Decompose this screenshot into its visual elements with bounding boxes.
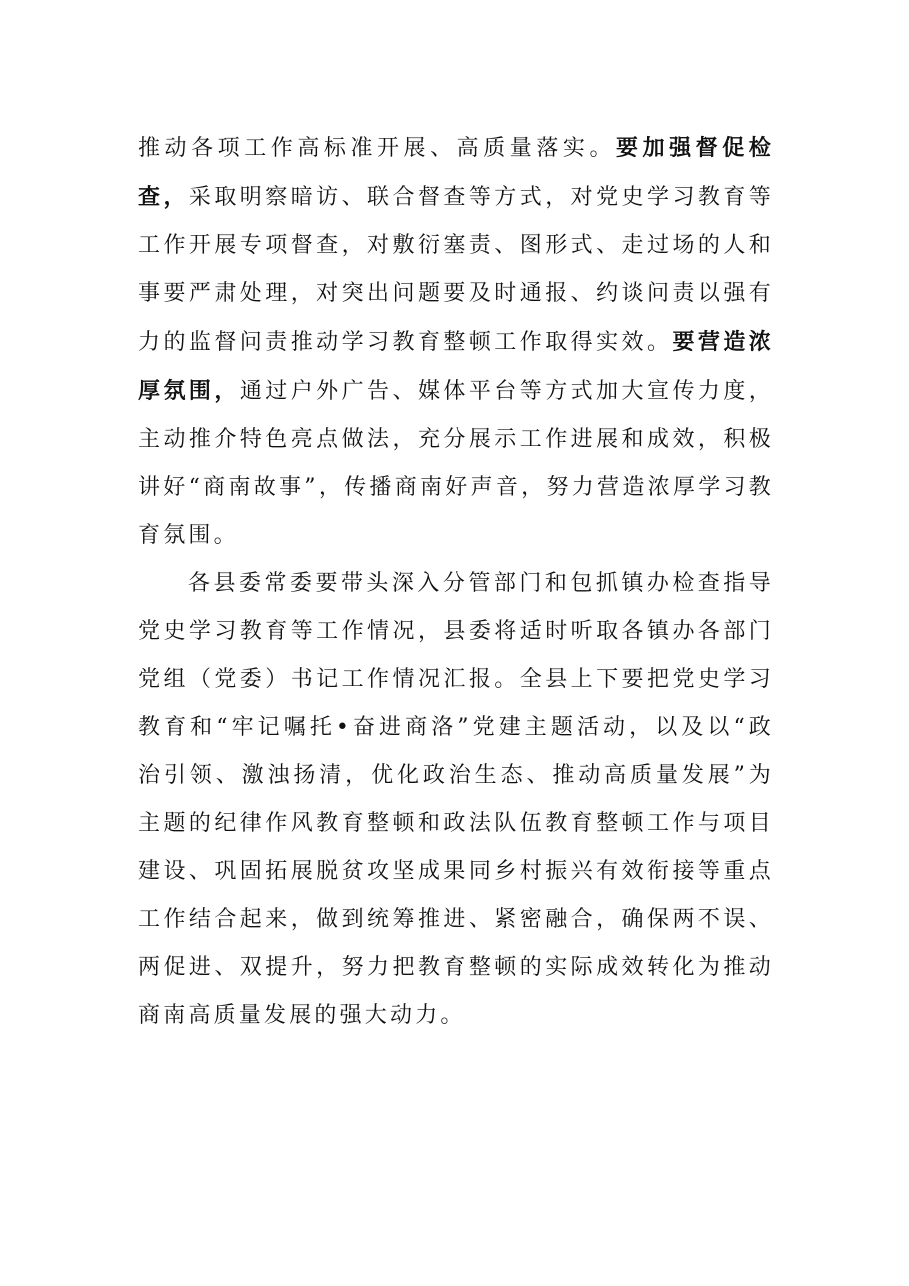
paragraph-text: 采取明察暗访、联合督查等方式，对党史学习教育等工作开展专项督查，对敷衍塞责、图形式、走过场的人和事要严肃处理，对突出问题要及时通报、约谈问责以强有力的监督问责推动学习教育整顿工作取得实效。 xyxy=(138,185,774,355)
paragraph-text: 通过户外广告、媒体平台等方式加大宣传力度，主动推介特色亮点做法，充分展示工作进展和成效，积极讲好“商南故事”，传播商南好声音，努力营造浓厚学习教育氛围。 xyxy=(138,379,775,548)
bold-heading-supervision: 要加强督促检查， xyxy=(138,135,774,210)
document-body xyxy=(138,124,774,1040)
bold-heading-atmosphere: 要营造浓厚氛围， xyxy=(138,329,775,404)
paragraph-leadership: 各县委常委要带头深入分管部门和包抓镇办检查指导党史学习教育等工作情况，县委将适时听取各镇办各部门党组（党委）书记工作情况汇报。全县上下要把党史学习教育和“牢记嘱托•奋进商洛”党建主题活动，以及以“政治引领、激浊扬清，优化政治生态、推动高质量发展”为主题的纪律作风教育整顿和政法队伍教育整顿工作与项目建设、巩固拓展脱贫攻坚成果同乡村振兴有效衔接等重点工作结合起来，做到统筹推进、紧密融合，确保两不误、两促进、双提升，努力把教育整顿的实际成效转化为推动商南高质量发展的强大动力。 xyxy=(138,571,774,1028)
paragraph-measures xyxy=(138,124,774,560)
paragraph-text: 推动各项工作高标准开展、高质量落实。 xyxy=(138,136,617,161)
